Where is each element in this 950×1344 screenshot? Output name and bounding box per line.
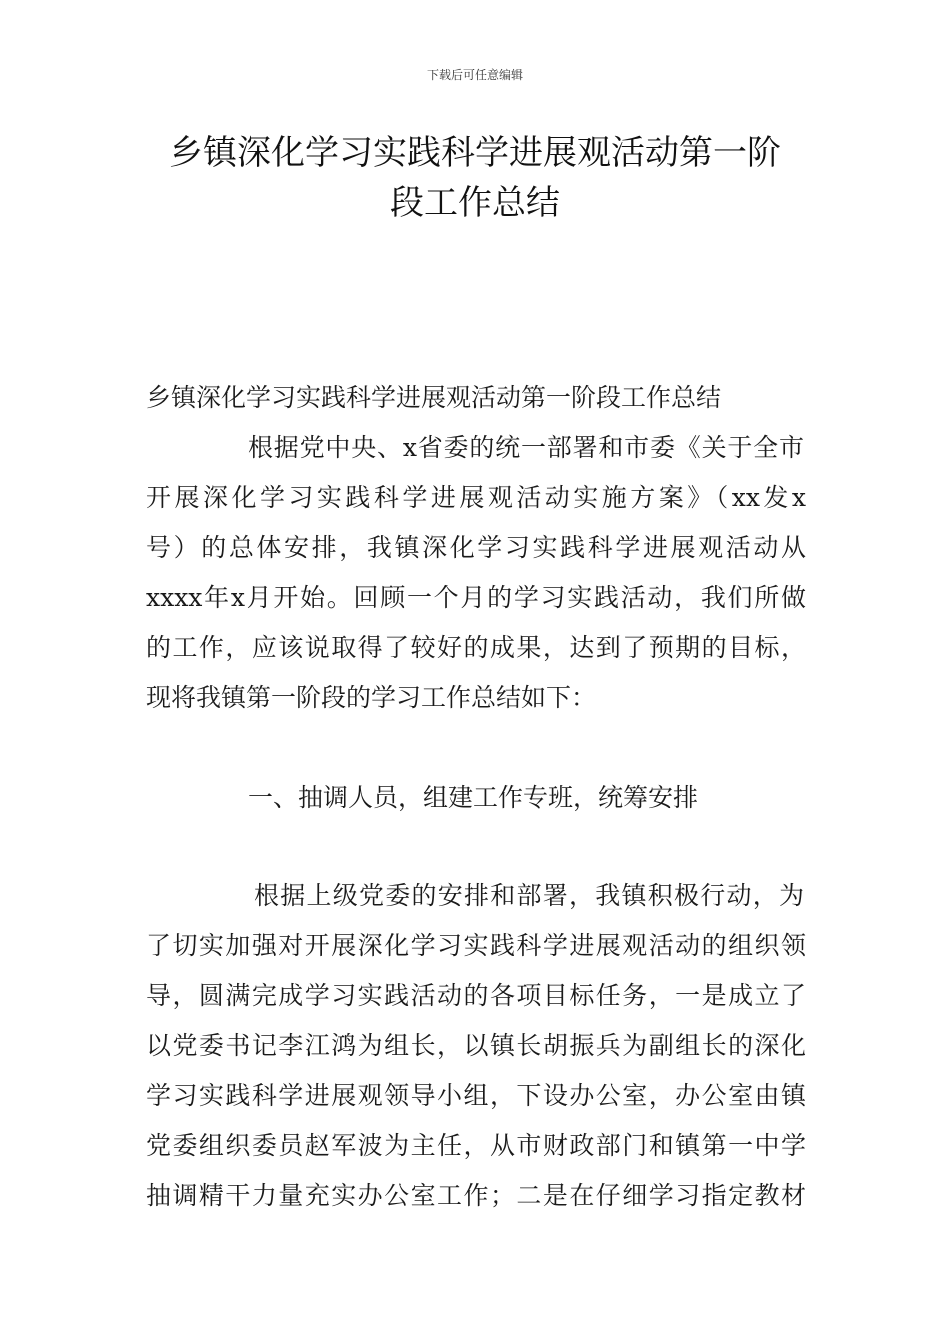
- header-note: 下载后可任意编辑: [426, 68, 523, 82]
- paragraph-line: 以党委书记李江鸿为组长，以镇长胡振兵为副组长的深化: [146, 1031, 806, 1060]
- title-line-2: 段工作总结: [390, 183, 560, 223]
- paragraph-line: 党委组织委员赵军波为主任，从市财政部门和镇第一中学: [146, 1131, 806, 1160]
- section-heading: 一、抽调人员，组建工作专班，统筹安排: [248, 783, 699, 812]
- paragraph-line: 导，圆满完成学习实践活动的各项目标任务，一是成立了: [146, 981, 806, 1010]
- paragraph-line: 号）的总体安排，我镇深化学习实践科学进展观活动从: [146, 533, 806, 562]
- document-title: [140, 128, 810, 228]
- paragraph-line: 根据上级党委的安排和部署，我镇积极行动，为: [254, 881, 804, 910]
- paragraph-line: 了切实加强对开展深化学习实践科学进展观活动的组织领: [146, 931, 806, 960]
- paragraph-line: 学习实践科学进展观领导小组，下设办公室，办公室由镇: [146, 1081, 806, 1110]
- paragraph-line: xxxx年x月开始。回顾一个月的学习实践活动，我们所做: [146, 583, 806, 612]
- document-subtitle: 乡镇深化学习实践科学进展观活动第一阶段工作总结: [146, 383, 722, 412]
- paragraph-line: 现将我镇第一阶段的学习工作总结如下：: [146, 683, 597, 712]
- paragraph-line: 根据党中央、x省委的统一部署和市委《关于全市: [248, 433, 804, 462]
- paragraph-line: 抽调精干力量充实办公室工作；二是在仔细学习指定教材: [146, 1181, 806, 1210]
- paragraph-line: 的工作，应该说取得了较好的成果，达到了预期的目标，: [146, 633, 806, 662]
- paragraph-line: 开展深化学习实践科学进展观活动实施方案》（xx发x: [146, 483, 806, 512]
- title-line-1: 乡镇深化学习实践科学进展观活动第一阶: [169, 133, 781, 173]
